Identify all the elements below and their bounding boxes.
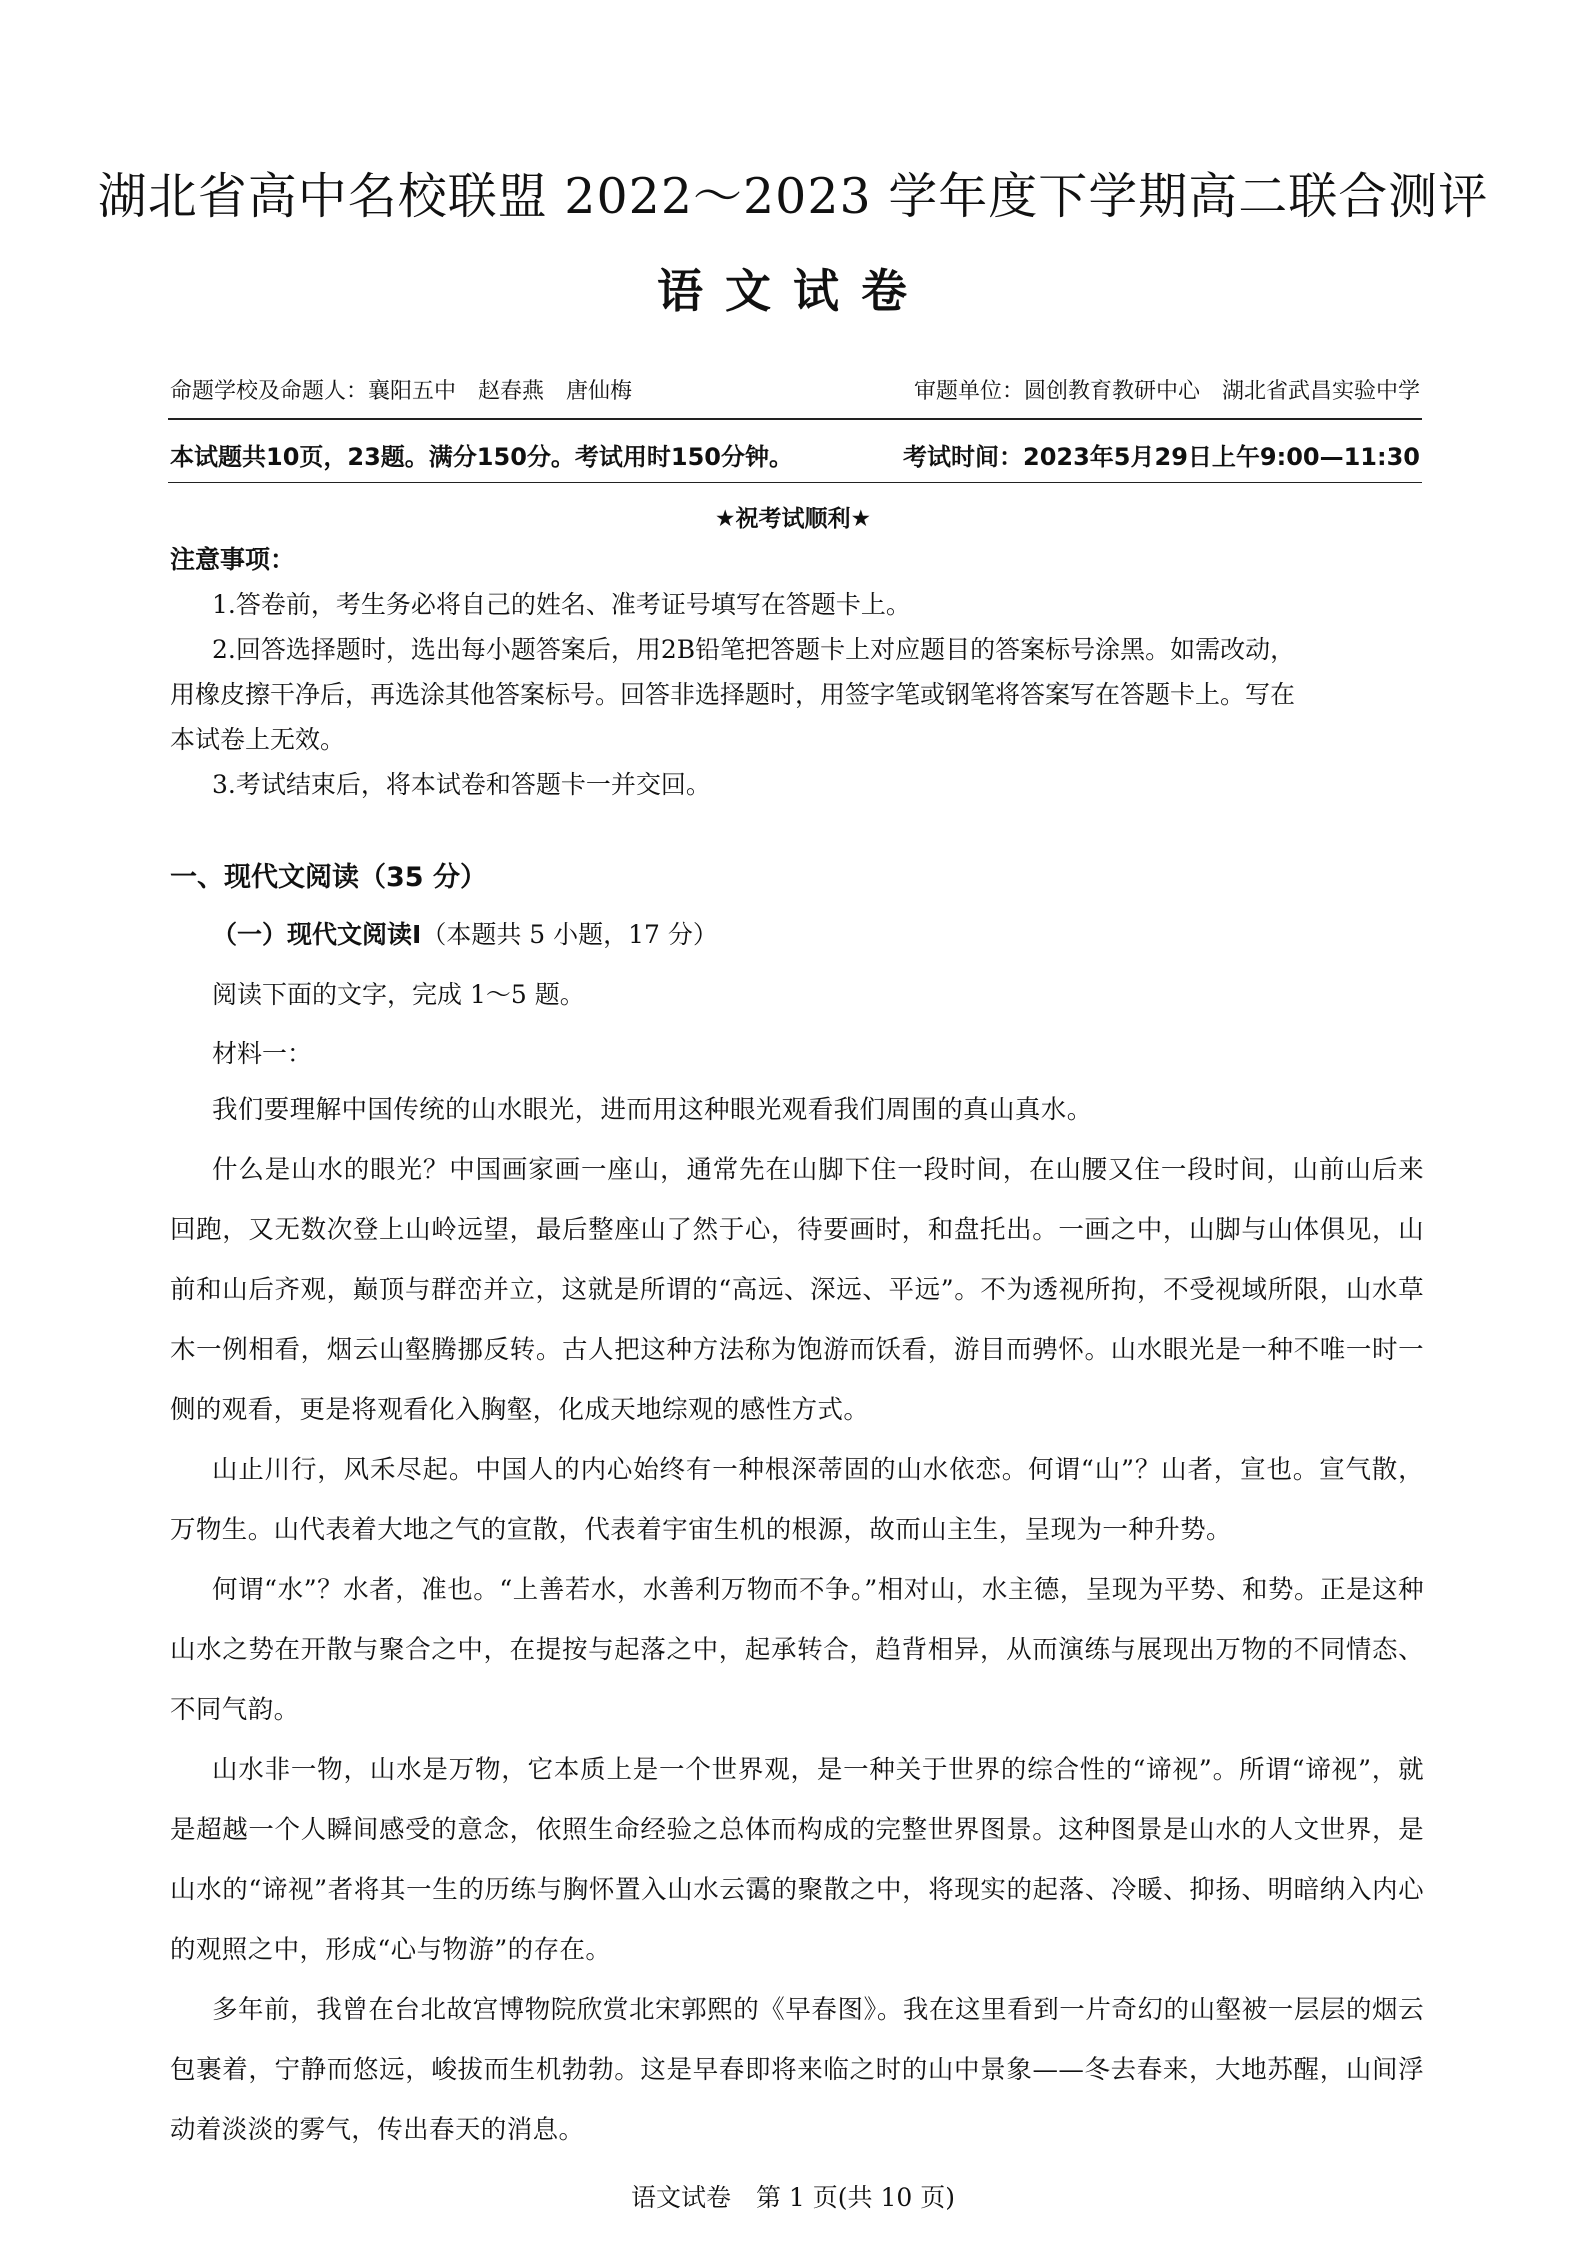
paragraph-4: 何谓“水”？水者，准也。“上善若水，水善利万物而不争。”相对山，水主德，呈现为平势、和势。正是这种山水之势在开散与聚合之中，在提按与起落之中，起承转合，趋背相异，从而演练与展现出万物的不同情态、不同气韵。: [170, 1575, 1424, 1725]
page-subtitle: 语文试卷: [657, 264, 929, 318]
header-divider: [168, 418, 1422, 420]
notice-heading: 注意事项：: [170, 545, 296, 574]
material-label: 材料一：: [212, 1039, 313, 1068]
good-luck-banner: ★祝考试顺利★: [714, 506, 872, 532]
paragraph-3: 山止川行，风禾尽起。中国人的内心始终有一种根深蒂固的山水依恋。何谓“山”？山者，宣也。宣气散，万物生。山代表着大地之气的宣散，代表着宇宙生机的根源，故而山主生，呈现为一种升势。: [170, 1455, 1424, 1545]
notice-item-2-line-1: 2.回答选择题时，选出每小题答案后，用2B铅笔把答题卡上对应题目的答案标号涂黑。如需改动，: [212, 635, 1296, 664]
page-title: 湖北省高中名校联盟 2022～2023 学年度下学期高二联合测评: [97, 168, 1489, 225]
subsection-title: （一）现代文阅读Ⅰ: [212, 920, 422, 949]
author-line: 命题学校及命题人：襄阳五中 赵春燕 唐仙梅: [170, 379, 633, 404]
exam-time: 考试时间：2023年5月29日上午9:00—11:30: [903, 443, 1420, 471]
subsection-detail: （本题共 5 小题，17 分）: [421, 920, 718, 949]
subsection-heading: [212, 915, 718, 951]
notice-item-1: 1.答卷前，考生务必将自己的姓名、准考证号填写在答题卡上。: [212, 590, 911, 619]
reading-instruction: 阅读下面的文字，完成 1～5 题。: [212, 980, 585, 1009]
info-divider: [168, 482, 1422, 483]
paragraph-1: 我们要理解中国传统的山水眼光，进而用这种眼光观看我们周围的真山真水。: [212, 1095, 1093, 1125]
page-footer: 语文试卷 第 1 页(共 10 页): [630, 2183, 955, 2212]
notice-item-2-line-2: 用橡皮擦干净后，再选涂其他答案标号。回答非选择题时，用签字笔或钢笔将答案写在答题卡上。写在: [170, 680, 1296, 709]
section-heading: 一、现代文阅读（35 分）: [170, 862, 487, 893]
notice-item-2-line-3: 本试卷上无效。: [170, 725, 346, 754]
review-line: 审题单位：圆创教育教研中心 湖北省武昌实验中学: [913, 379, 1420, 404]
notice-item-3: 3.考试结束后，将本试卷和答题卡一并交回。: [212, 770, 711, 799]
paragraph-5: 山水非一物，山水是万物，它本质上是一个世界观，是一种关于世界的综合性的“谛视”。所谓“谛视”，就是超越一个人瞬间感受的意念，依照生命经验之总体而构成的完整世界图景。这种图景是山水的人文世界，是山水的“谛视”者将其一生的历练与胸怀置入山水云霭的聚散之中，将现实的起落、冷暖、抑扬、明暗纳入内心的观照之中，形成“心与物游”的存在。: [170, 1755, 1424, 1965]
paragraph-6: 多年前，我曾在台北故宫博物院欣赏北宋郭熙的《早春图》。我在这里看到一片奇幻的山壑被一层层的烟云包裹着，宁静而悠远，峻拔而生机勃勃。这是早春即将来临之时的山中景象——冬去春来，大地苏醒，山间浮动着淡淡的雾气，传出春天的消息。: [170, 1995, 1424, 2145]
paragraph-2: 什么是山水的眼光？中国画家画一座山，通常先在山脚下住一段时间，在山腰又住一段时间，山前山后来回跑，又无数次登上山岭远望，最后整座山了然于心，待要画时，和盘托出。一画之中，山脚与山体俱见，山前和山后齐观，巅顶与群峦并立，这就是所谓的“高远、深远、平远”。不为透视所拘，不受视域所限，山水草木一例相看，烟云山壑腾挪反转。古人把这种方法称为饱游而饫看，游目而骋怀。山水眼光是一种不唯一时一侧的观看，更是将观看化入胸壑，化成天地综观的感性方式。: [170, 1155, 1424, 1425]
exam-info: 本试题共10页，23题。满分150分。考试用时150分钟。: [170, 443, 793, 471]
